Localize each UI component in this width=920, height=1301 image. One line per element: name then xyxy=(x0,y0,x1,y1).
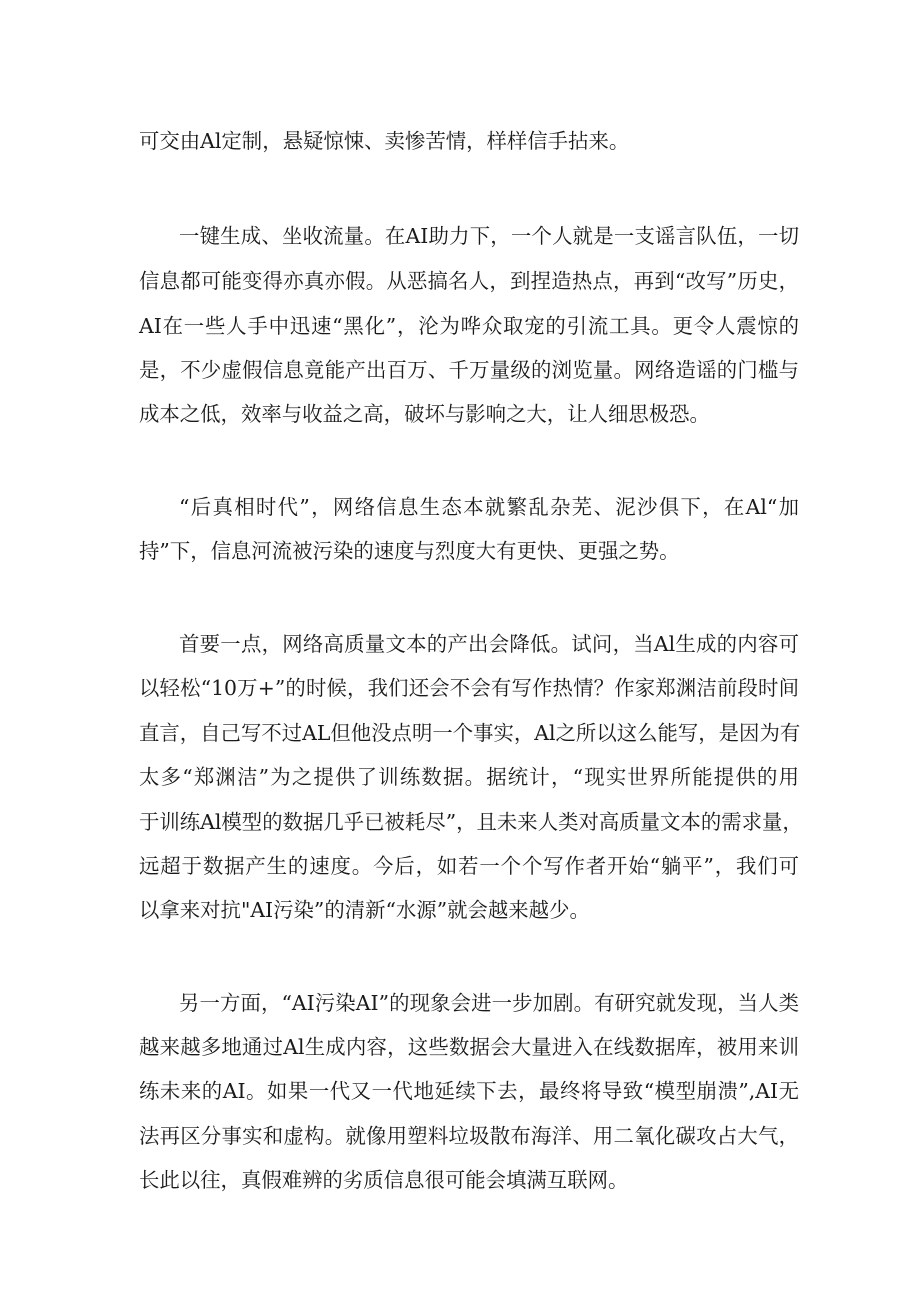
paragraph-line: 可交由Al定制，悬疑惊悚、卖惨苦情，样样信手拈来。 xyxy=(139,129,630,153)
paragraph-line: 是，不少虚假信息竟能产出百万、千万量级的浏览量。网络造谣的门槛与 xyxy=(139,358,799,382)
paragraph-line: 以拿来对抗"AI污染”的清新“水源”就会越来越少。 xyxy=(139,898,590,922)
paragraph-line: 另一方面，“AI污染AI”的现象会进一步加剧。有研究就发现，当人类 xyxy=(179,991,799,1015)
paragraph-line: 远超于数据产生的速度。今后，如若一个个写作者开始“躺平”，我们可 xyxy=(139,854,799,878)
paragraph-line: 越来越多地通过Al生成内容，这些数据会大量进入在线数据库，被用来训 xyxy=(139,1035,799,1059)
paragraph-line: 直言，自己写不过AL但他没点明一个事实，Al之所以这么能写，是因为有 xyxy=(139,721,801,745)
paragraph-line: 一键生成、坐收流量。在AI助力下，一个人就是一支谣言队伍，一切 xyxy=(179,224,799,248)
paragraph-line: “后真相时代”，网络信息生态本就繁乱杂芜、泥沙俱下，在Al“加 xyxy=(179,495,799,519)
paragraph-line: 成本之低，效率与收益之高，破坏与影响之大，让人细思极恐。 xyxy=(139,402,710,426)
paragraph-line: 法再区分事实和虚构。就像用塑料垃圾散布海洋、用二氧化碳攻占大气， xyxy=(139,1124,799,1148)
paragraph-line: 太多“郑渊洁”为之提供了训练数据。据统计，“现实世界所能提供的用 xyxy=(139,765,799,789)
paragraph-line: 于训练Al模型的数据几乎已被耗尽”，且未来人类对高质量文本的需求量， xyxy=(139,810,803,834)
paragraph-line: 以轻松“10万+”的时候，我们还会不会有写作热情？作家郑渊洁前段时间 xyxy=(139,676,799,700)
paragraph-line: AI在一些人手中迅速“黑化”，沦为哗众取宠的引流工具。更令人震惊的 xyxy=(139,314,799,338)
paragraph-line: 首要一点，网络高质量文本的产出会降低。试问，当Al生成的内容可 xyxy=(179,632,799,656)
paragraph-line: 练未来的AI。如果一代又一代地延续下去，最终将导致“模型崩溃”,AI无 xyxy=(139,1079,799,1103)
paragraph-line: 持”下，信息河流被污染的速度与烈度大有更快、更强之势。 xyxy=(139,539,680,563)
paragraph-line: 长此以往，真假难辨的劣质信息很可能会填满互联网。 xyxy=(139,1168,629,1192)
paragraph-line: 信息都可能变得亦真亦假。从恶搞名人，到捏造热点，再到“改写”历史， xyxy=(139,269,799,293)
